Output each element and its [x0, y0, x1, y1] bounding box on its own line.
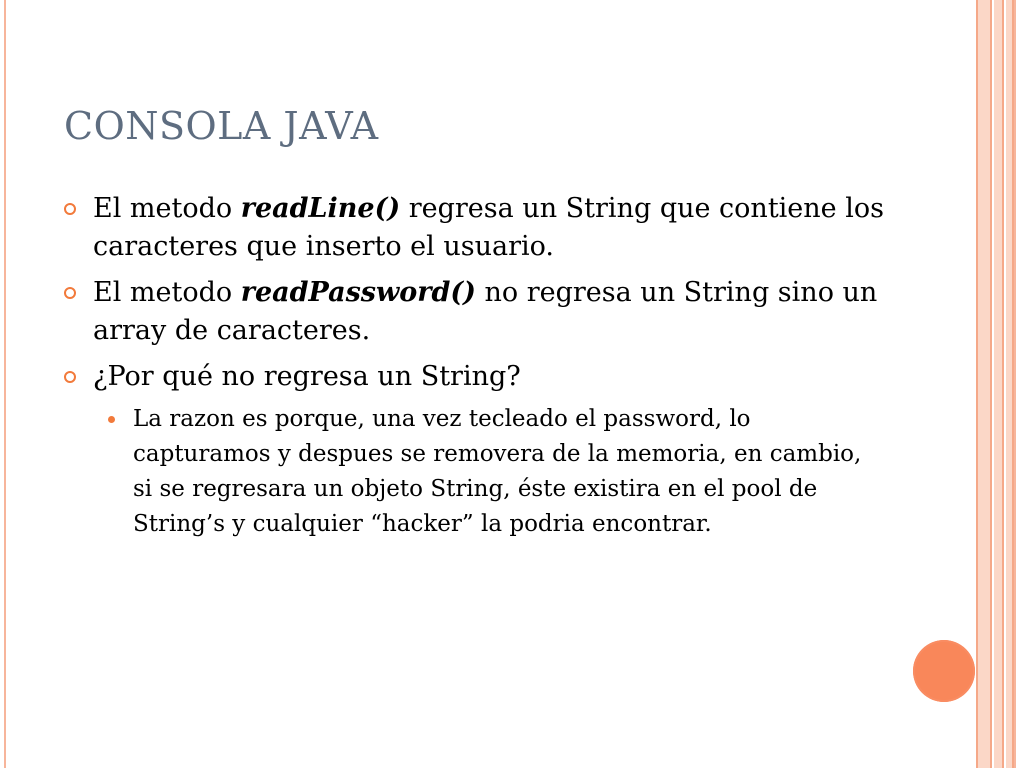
bullet-item: [64, 358, 894, 396]
bullet-text-prefix: El metodo: [93, 193, 241, 224]
decorative-stripe: [994, 0, 1002, 768]
ring-bullet-icon: [64, 371, 76, 383]
decorative-line: [976, 0, 978, 768]
slide-title: CONSOLA JAVA: [64, 104, 379, 148]
bullet-text-suffix: regresa un String que contiene los caracteres que inserto el usuario.: [93, 193, 884, 262]
bullet-item: [64, 274, 894, 350]
bullet-text-emphasis: readLine(): [240, 193, 401, 224]
bullet-item: [64, 190, 894, 266]
decorative-line: [1002, 0, 1004, 768]
bullet-text-prefix: El metodo: [93, 277, 241, 308]
slide-content: [64, 190, 894, 542]
bullet-text-suffix: no regresa un String sino un array de caracteres.: [93, 277, 878, 346]
decorative-line: [990, 0, 992, 768]
ring-bullet-icon: [64, 203, 76, 215]
decorative-stripe: [978, 0, 990, 768]
decorative-line: [1012, 0, 1014, 768]
ring-bullet-icon: [64, 287, 76, 299]
bullet-text-emphasis: readPassword(): [240, 277, 476, 308]
sub-bullet-item: [133, 402, 873, 542]
bullet-text: ¿Por qué no regresa un String?: [93, 361, 521, 392]
sub-bullet-text: La razon es porque, una vez tecleado el password, lo capturamos y despues se removera de la memoria, en cambio, si se regresara un objeto String, éste existira en el pool de String’s y cualquier “hacker” la podria encontrar.: [133, 406, 862, 537]
decorative-circle: [913, 640, 975, 702]
dot-bullet-icon: [108, 416, 115, 423]
